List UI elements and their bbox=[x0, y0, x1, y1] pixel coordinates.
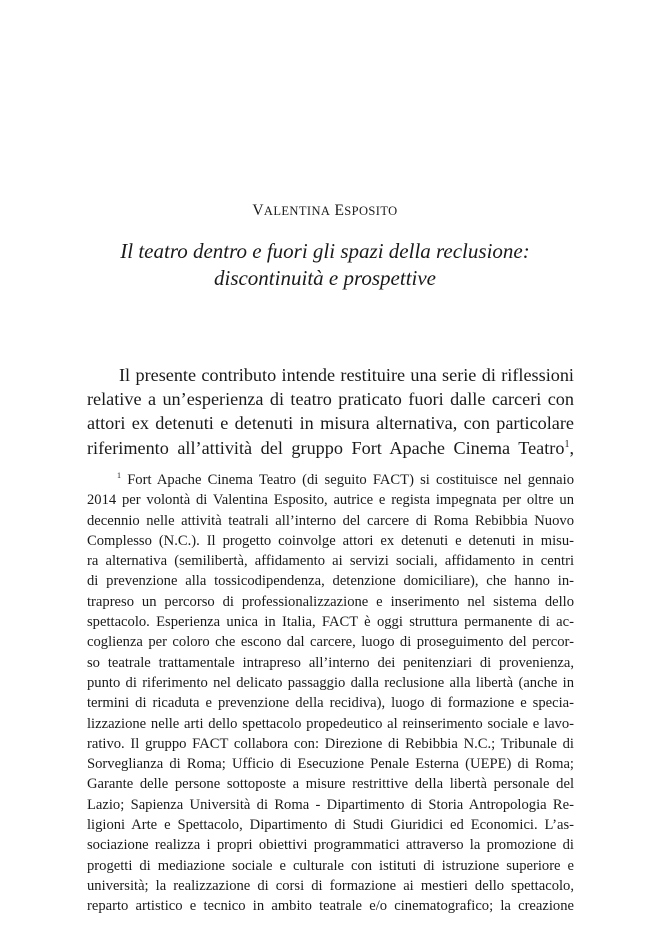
footnote-line: spettacolo. Esperienza unica in Italia, FACT è oggi struttura permanente di ac- bbox=[87, 614, 574, 631]
author-first-initial: V bbox=[252, 202, 264, 219]
body-last-line-end: , bbox=[569, 437, 574, 458]
footnote-line: Complesso (N.C.). Il progetto coinvolge attori ex detenuti e detenuti in misu- bbox=[87, 532, 574, 549]
footnote-line: progetti di mediazione sociale e culturale con istituti di istruzione superiore e bbox=[87, 857, 574, 874]
footnote-line: ra alternativa (semilibertà, affidamento ai servizi sociali, affidamento in centri bbox=[87, 553, 574, 570]
author-name bbox=[0, 202, 650, 220]
footnote-line: punto di riferimento nel delicato passaggio dalla reclusione alla libertà (anche in bbox=[87, 674, 574, 691]
footnote-line: coglienza per coloro che escono dal carcere, luogo di proseguimento del percor- bbox=[87, 634, 574, 651]
body-last-line-text: riferimento all’attività del gruppo Fort Apache Cinema Teatro bbox=[87, 437, 565, 458]
footnote-first-line-text: Fort Apache Cinema Teatro (di seguito FACT) si costituisce nel gennaio bbox=[127, 472, 574, 488]
title-line-1: Il teatro dentro e fuori gli spazi della reclusione: bbox=[120, 239, 530, 263]
footnote-line: lizzazione nelle arti dello spettacolo propedeutico al reinserimento sociale e lavo- bbox=[87, 715, 574, 732]
footnote-line: sociazione realizza i propri obiettivi programmatici attraverso la promozione di bbox=[87, 837, 574, 854]
footnote-line: trapreso un percorso di professionalizzazione e inserimento nel sistema dello bbox=[87, 593, 574, 610]
footnote-marker: 1 bbox=[117, 471, 122, 481]
body-line: Il presente contributo intende restituire una serie di riflessioni bbox=[119, 365, 574, 385]
author-first-rest: ALENTINA bbox=[263, 204, 331, 218]
footnote-line: 2014 per volontà di Valentina Esposito, autrice e regista impegnata per oltre un bbox=[87, 492, 574, 509]
footnote-line: rativo. Il gruppo FACT collabora con: Direzione di Rebibbia N.C.; Tribunale di bbox=[87, 735, 574, 752]
body-line: relative a un’esperienza di teatro praticato fuori dalle carceri con bbox=[87, 389, 574, 410]
footnote-line bbox=[87, 470, 574, 490]
footnote-line: Garante delle persone sottoposte a misure restrittive della libertà personale del bbox=[87, 776, 574, 793]
footnote-reference[interactable]: 1 bbox=[564, 438, 570, 450]
paper-title bbox=[0, 238, 650, 292]
body-paragraph bbox=[87, 363, 574, 460]
footnote-line: decennio nelle attività teatrali all’interno del carcere di Roma Rebibbia Nuovo bbox=[87, 512, 574, 529]
footnote-line: ligioni Arte e Spettacolo, Dipartimento di Studi Giuridici ed Economici. L’as- bbox=[87, 817, 574, 834]
author-last-rest: SPOSITO bbox=[344, 204, 398, 218]
footnote bbox=[87, 470, 574, 917]
title-line-2: discontinuità e prospettive bbox=[213, 266, 437, 290]
footnote-line: Sorveglianza di Roma; Ufficio di Esecuzione Penale Esterna (UEPE) di Roma; bbox=[87, 756, 574, 773]
footnote-line: so teatrale trattamentale intrapreso all’interno dei penitenziari di provenienza, bbox=[87, 654, 574, 671]
footnote-line: termini di ricaduta e prevenzione della recidiva), luogo di formazione e specia- bbox=[87, 695, 574, 712]
footnote-line: Lazio; Sapienza Università di Roma - Dipartimento di Storia Antropologia Re- bbox=[87, 796, 574, 813]
footnote-line: università; la realizzazione di corsi di formazione ai mestieri dello spettacolo, bbox=[87, 877, 574, 894]
author-last-initial: E bbox=[334, 202, 345, 219]
body-line: attori ex detenuti e detenuti in misura alternativa, con particolare bbox=[87, 413, 574, 434]
body-line-last bbox=[87, 436, 574, 460]
footnote-line: reparto artistico e tecnico in ambito teatrale e/o cinematografico; la creazione bbox=[87, 898, 574, 915]
footnote-line: di prevenzione alla tossicodipendenza, detenzione domiciliare), che hanno in- bbox=[87, 573, 574, 590]
